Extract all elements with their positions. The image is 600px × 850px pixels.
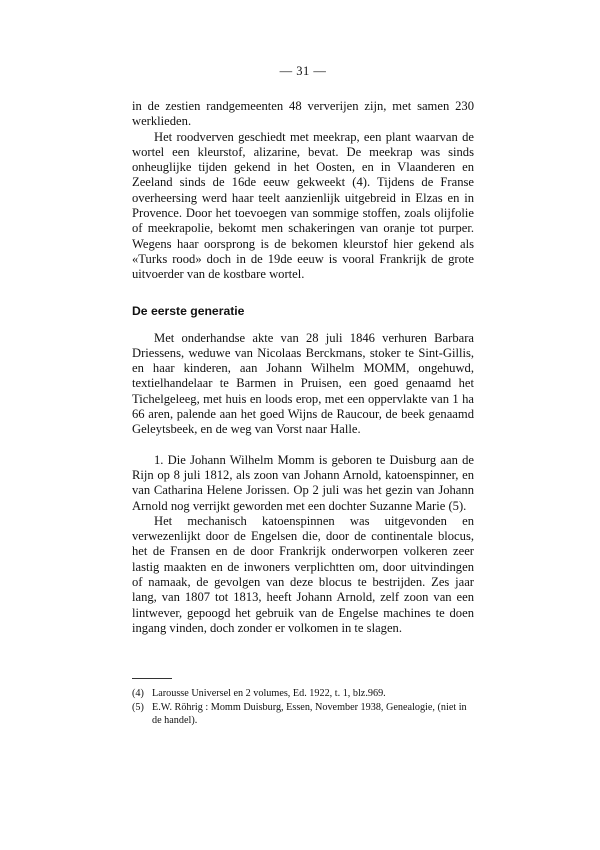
paragraph-johann-wilhelm: 1. Die Johann Wilhelm Momm is geboren te Duisburg aan de Rijn op 8 juli 1812, als zoon van Johann Arnold, katoenspinner, en van Catharina Helene Jorissen. Op 2 juli was het gezin van Johann Arnold nog verrijkt geworden met een dochter Suzanne Marie (5). xyxy=(132,452,474,513)
footnote-5 xyxy=(132,701,474,728)
footnote-4 xyxy=(132,687,474,701)
paragraph-continued: in de zestien randgemeenten 48 ververijen zijn, met samen 230 werklieden. xyxy=(132,99,474,129)
paragraph-madder: Het roodverven geschiedt met meekrap, een plant waarvan de wortel een kleurstof, alizarine, bevat. De meekrap was sinds onheuglijke tijden gekend in het Oosten, en in Vlaanderen en Zeeland sinds de 16de eeuw gekweekt (4). Tijdens de Franse overheersing werd haar teelt aanzienlijk uitgebreid in Elzas en in Provence. Door het toevoegen van sommige stoffen, zoals olijfolie of meekrapolie, bekomt men schakeringen van oranje tot purper. Wegens haar oorsprong is de bekomen kleurstof hier gekend als «Turks rood» doch in de 19de eeuw is vooral Frankrijk de grote uitvoerder van de kostbare wortel. xyxy=(132,129,474,282)
document-page xyxy=(132,64,474,728)
section-heading: De eerste generatie xyxy=(132,303,245,318)
footnote-text: Larousse Universel en 2 volumes, Ed. 1922, t. 1, blz.969. xyxy=(152,688,386,700)
paragraph-lease-deed: Met onderhandse akte van 28 juli 1846 verhuren Barbara Driessens, weduwe van Nicolaas Berckmans, stoker te Sint-Gillis, en haar kinderen, aan Johann Wilhelm MOMM, ongehuwd, textielhandelaar te Barmen in Pruisen, een goed genaamd het Tichelgeleeg, met huis en loods erop, met een oppervlakte van 1 ha 66 aren, palende aan het goed Wijns de Raucour, de beek genaamd Geleytsbeek, en de weg van Vorst naar Halle. xyxy=(132,330,474,437)
footnote-text: E.W. Röhrig : Momm Duisburg, Essen, November 1938, Genealogie, (niet in de handel). xyxy=(152,701,467,727)
paragraph-spacer xyxy=(132,438,474,453)
footnote-divider xyxy=(132,678,172,679)
paragraph-cotton-spinning: Het mechanisch katoenspinnen was uitgevonden en verwezenlijkt door de Engelsen die, door de continentale blocus, het de Fransen en de door Frankrijk onderworpen volkeren zeer lastig maakten en de inwoners verplichtten om, door uitvindingen of namaak, de gevolgen van deze blocus te bestrijden. Zes jaar lang, van 1807 tot 1813, heeft Johann Arnold, zelf zoon van een lintwever, gepoogd het gebruik van de Engelse machines te doen ingang vinden, doch zonder er volkomen in te slagen. xyxy=(132,513,474,635)
footnote-mark: (4) xyxy=(132,688,144,700)
footnote-mark: (5) xyxy=(132,701,144,713)
page-number: — 31 — xyxy=(279,64,327,78)
